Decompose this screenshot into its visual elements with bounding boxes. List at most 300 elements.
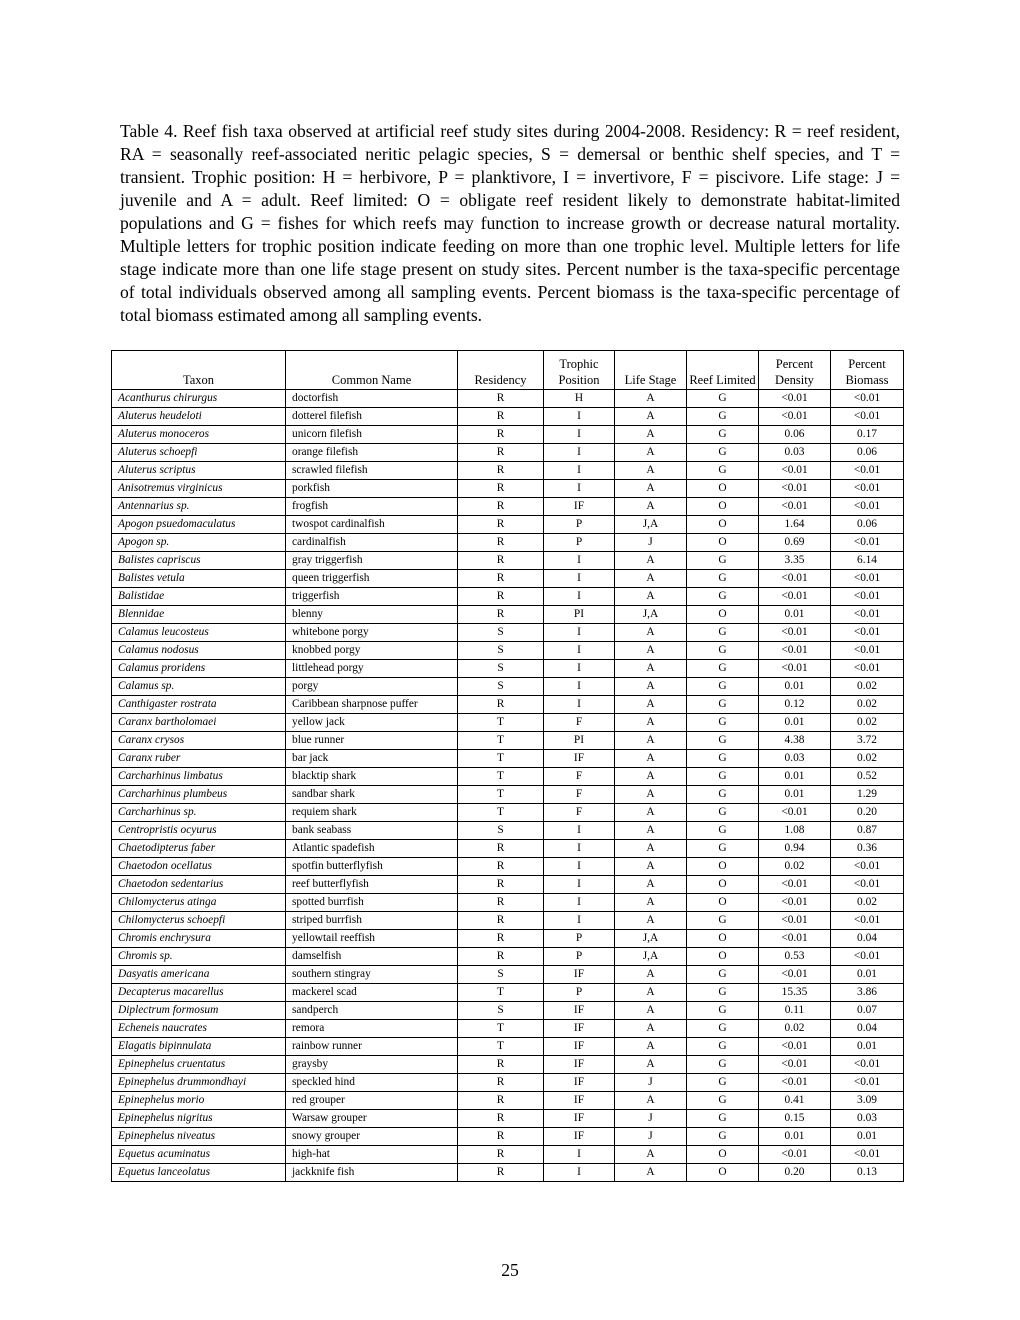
- percent-biomass-cell: 0.20: [831, 804, 904, 822]
- common-name-cell: porgy: [286, 678, 458, 696]
- reef-limited-cell: G: [687, 984, 759, 1002]
- life-stage-cell: A: [615, 858, 687, 876]
- common-name-cell: striped burrfish: [286, 912, 458, 930]
- trophic-position-cell: I: [544, 444, 615, 462]
- life-stage-cell: J,A: [615, 606, 687, 624]
- residency-cell: R: [458, 1110, 544, 1128]
- percent-biomass-cell: <0.01: [831, 642, 904, 660]
- table-row: [112, 1020, 904, 1038]
- column-header-percent-density: Percent Density: [759, 351, 831, 390]
- percent-biomass-cell: <0.01: [831, 1074, 904, 1092]
- percent-biomass-cell: <0.01: [831, 606, 904, 624]
- page-number: 25: [501, 1260, 519, 1280]
- common-name-cell: queen triggerfish: [286, 570, 458, 588]
- reef-limited-cell: G: [687, 1074, 759, 1092]
- percent-biomass-cell: 0.04: [831, 1020, 904, 1038]
- table-row: [112, 552, 904, 570]
- life-stage-cell: A: [615, 444, 687, 462]
- percent-biomass-cell: 6.14: [831, 552, 904, 570]
- residency-cell: R: [458, 876, 544, 894]
- trophic-position-cell: I: [544, 876, 615, 894]
- table-row: [112, 948, 904, 966]
- life-stage-cell: A: [615, 1002, 687, 1020]
- taxon-cell: Aluterus schoepfi: [112, 444, 286, 462]
- common-name-cell: unicorn filefish: [286, 426, 458, 444]
- taxon-cell: Equetus lanceolatus: [112, 1164, 286, 1182]
- taxon-cell: Balistes capriscus: [112, 552, 286, 570]
- table-row: [112, 984, 904, 1002]
- taxon-cell: Apogon psuedomaculatus: [112, 516, 286, 534]
- trophic-position-cell: IF: [544, 498, 615, 516]
- percent-biomass-cell: <0.01: [831, 858, 904, 876]
- common-name-cell: doctorfish: [286, 390, 458, 408]
- reef-limited-cell: G: [687, 570, 759, 588]
- taxon-cell: Elagatis bipinnulata: [112, 1038, 286, 1056]
- life-stage-cell: A: [615, 498, 687, 516]
- taxon-cell: Canthigaster rostrata: [112, 696, 286, 714]
- trophic-position-cell: I: [544, 642, 615, 660]
- table-row: [112, 858, 904, 876]
- percent-biomass-cell: 0.07: [831, 1002, 904, 1020]
- trophic-position-cell: F: [544, 768, 615, 786]
- table-row: [112, 876, 904, 894]
- common-name-cell: snowy grouper: [286, 1128, 458, 1146]
- reef-limited-cell: G: [687, 732, 759, 750]
- percent-density-cell: 0.01: [759, 786, 831, 804]
- percent-density-cell: <0.01: [759, 642, 831, 660]
- residency-cell: R: [458, 1128, 544, 1146]
- percent-biomass-cell: 0.01: [831, 1038, 904, 1056]
- taxon-cell: Aluterus scriptus: [112, 462, 286, 480]
- percent-density-cell: <0.01: [759, 588, 831, 606]
- taxon-cell: Chaetodipterus faber: [112, 840, 286, 858]
- common-name-cell: blacktip shark: [286, 768, 458, 786]
- taxon-cell: Epinephelus cruentatus: [112, 1056, 286, 1074]
- common-name-cell: yellow jack: [286, 714, 458, 732]
- trophic-position-cell: IF: [544, 1092, 615, 1110]
- life-stage-cell: J,A: [615, 930, 687, 948]
- percent-biomass-cell: 0.17: [831, 426, 904, 444]
- taxon-cell: Calamus proridens: [112, 660, 286, 678]
- taxon-cell: Balistes vetula: [112, 570, 286, 588]
- table-row: [112, 912, 904, 930]
- percent-biomass-cell: <0.01: [831, 480, 904, 498]
- trophic-position-cell: I: [544, 840, 615, 858]
- taxon-cell: Apogon sp.: [112, 534, 286, 552]
- reef-limited-cell: G: [687, 768, 759, 786]
- reef-limited-cell: G: [687, 696, 759, 714]
- taxon-cell: Epinephelus niveatus: [112, 1128, 286, 1146]
- column-header-trophic-position: Trophic Position: [544, 351, 615, 390]
- trophic-position-cell: I: [544, 696, 615, 714]
- life-stage-cell: J: [615, 1110, 687, 1128]
- percent-biomass-cell: <0.01: [831, 624, 904, 642]
- trophic-position-cell: I: [544, 912, 615, 930]
- taxon-cell: Carcharhinus sp.: [112, 804, 286, 822]
- percent-density-cell: 4.38: [759, 732, 831, 750]
- table-header-row: [112, 351, 904, 390]
- residency-cell: R: [458, 840, 544, 858]
- table-row: [112, 1038, 904, 1056]
- reef-limited-cell: G: [687, 966, 759, 984]
- residency-cell: S: [458, 678, 544, 696]
- column-header-taxon: Taxon: [112, 351, 286, 390]
- percent-density-cell: 0.03: [759, 750, 831, 768]
- table-row: [112, 570, 904, 588]
- percent-biomass-cell: <0.01: [831, 408, 904, 426]
- table-row: [112, 1056, 904, 1074]
- residency-cell: S: [458, 642, 544, 660]
- percent-biomass-cell: 0.02: [831, 750, 904, 768]
- percent-density-cell: 0.02: [759, 1020, 831, 1038]
- reef-limited-cell: G: [687, 714, 759, 732]
- reef-limited-cell: G: [687, 552, 759, 570]
- residency-cell: R: [458, 588, 544, 606]
- trophic-position-cell: I: [544, 660, 615, 678]
- residency-cell: S: [458, 822, 544, 840]
- life-stage-cell: A: [615, 804, 687, 822]
- taxon-cell: Carcharhinus limbatus: [112, 768, 286, 786]
- percent-biomass-cell: <0.01: [831, 876, 904, 894]
- percent-density-cell: 0.53: [759, 948, 831, 966]
- percent-density-cell: 0.12: [759, 696, 831, 714]
- percent-biomass-cell: <0.01: [831, 948, 904, 966]
- percent-density-cell: 15.35: [759, 984, 831, 1002]
- residency-cell: R: [458, 696, 544, 714]
- percent-biomass-cell: <0.01: [831, 912, 904, 930]
- trophic-position-cell: IF: [544, 1020, 615, 1038]
- life-stage-cell: A: [615, 984, 687, 1002]
- common-name-cell: remora: [286, 1020, 458, 1038]
- life-stage-cell: J: [615, 534, 687, 552]
- taxon-cell: Acanthurus chirurgus: [112, 390, 286, 408]
- percent-density-cell: <0.01: [759, 1056, 831, 1074]
- residency-cell: T: [458, 804, 544, 822]
- reef-limited-cell: G: [687, 822, 759, 840]
- percent-density-cell: 0.01: [759, 714, 831, 732]
- trophic-position-cell: P: [544, 534, 615, 552]
- trophic-position-cell: IF: [544, 1038, 615, 1056]
- percent-biomass-cell: <0.01: [831, 534, 904, 552]
- percent-biomass-cell: 0.02: [831, 894, 904, 912]
- life-stage-cell: A: [615, 1056, 687, 1074]
- common-name-cell: triggerfish: [286, 588, 458, 606]
- trophic-position-cell: I: [544, 462, 615, 480]
- reef-limited-cell: O: [687, 1164, 759, 1182]
- life-stage-cell: A: [615, 570, 687, 588]
- taxon-cell: Carcharhinus plumbeus: [112, 786, 286, 804]
- trophic-position-cell: I: [544, 552, 615, 570]
- life-stage-cell: A: [615, 750, 687, 768]
- reef-limited-cell: G: [687, 588, 759, 606]
- taxon-cell: Chromis sp.: [112, 948, 286, 966]
- percent-biomass-cell: 1.29: [831, 786, 904, 804]
- percent-density-cell: 0.20: [759, 1164, 831, 1182]
- table-row: [112, 480, 904, 498]
- common-name-cell: southern stingray: [286, 966, 458, 984]
- percent-biomass-cell: <0.01: [831, 1056, 904, 1074]
- table-row: [112, 444, 904, 462]
- common-name-cell: damselfish: [286, 948, 458, 966]
- life-stage-cell: A: [615, 1092, 687, 1110]
- residency-cell: R: [458, 552, 544, 570]
- taxon-cell: Calamus nodosus: [112, 642, 286, 660]
- life-stage-cell: A: [615, 624, 687, 642]
- common-name-cell: Warsaw grouper: [286, 1110, 458, 1128]
- trophic-position-cell: I: [544, 588, 615, 606]
- percent-density-cell: 0.01: [759, 1128, 831, 1146]
- percent-density-cell: <0.01: [759, 480, 831, 498]
- life-stage-cell: A: [615, 768, 687, 786]
- life-stage-cell: A: [615, 912, 687, 930]
- percent-density-cell: 0.06: [759, 426, 831, 444]
- common-name-cell: speckled hind: [286, 1074, 458, 1092]
- table-body: [112, 390, 904, 1182]
- residency-cell: R: [458, 462, 544, 480]
- percent-biomass-cell: 3.72: [831, 732, 904, 750]
- percent-density-cell: 1.08: [759, 822, 831, 840]
- taxon-cell: Epinephelus drummondhayi: [112, 1074, 286, 1092]
- reef-limited-cell: O: [687, 480, 759, 498]
- common-name-cell: Caribbean sharpnose puffer: [286, 696, 458, 714]
- residency-cell: R: [458, 948, 544, 966]
- life-stage-cell: A: [615, 732, 687, 750]
- percent-density-cell: <0.01: [759, 390, 831, 408]
- trophic-position-cell: IF: [544, 966, 615, 984]
- reef-limited-cell: O: [687, 948, 759, 966]
- percent-biomass-cell: 0.02: [831, 678, 904, 696]
- reef-limited-cell: G: [687, 462, 759, 480]
- life-stage-cell: A: [615, 390, 687, 408]
- trophic-position-cell: F: [544, 804, 615, 822]
- common-name-cell: spotfin butterflyfish: [286, 858, 458, 876]
- percent-density-cell: <0.01: [759, 570, 831, 588]
- life-stage-cell: A: [615, 678, 687, 696]
- common-name-cell: reef butterflyfish: [286, 876, 458, 894]
- taxon-cell: Epinephelus morio: [112, 1092, 286, 1110]
- residency-cell: T: [458, 768, 544, 786]
- residency-cell: T: [458, 714, 544, 732]
- trophic-position-cell: P: [544, 984, 615, 1002]
- table-row: [112, 516, 904, 534]
- percent-biomass-cell: 0.06: [831, 444, 904, 462]
- table-row: [112, 804, 904, 822]
- trophic-position-cell: IF: [544, 1074, 615, 1092]
- life-stage-cell: J,A: [615, 948, 687, 966]
- percent-density-cell: <0.01: [759, 876, 831, 894]
- common-name-cell: bar jack: [286, 750, 458, 768]
- common-name-cell: jackknife fish: [286, 1164, 458, 1182]
- common-name-cell: sandbar shark: [286, 786, 458, 804]
- percent-density-cell: <0.01: [759, 966, 831, 984]
- trophic-position-cell: P: [544, 516, 615, 534]
- reef-limited-cell: O: [687, 1146, 759, 1164]
- taxon-cell: Chaetodon sedentarius: [112, 876, 286, 894]
- residency-cell: R: [458, 390, 544, 408]
- life-stage-cell: A: [615, 462, 687, 480]
- percent-density-cell: <0.01: [759, 1038, 831, 1056]
- residency-cell: S: [458, 966, 544, 984]
- trophic-position-cell: I: [544, 1164, 615, 1182]
- table-row: [112, 750, 904, 768]
- reef-limited-cell: O: [687, 498, 759, 516]
- common-name-cell: yellowtail reeffish: [286, 930, 458, 948]
- reef-limited-cell: G: [687, 1002, 759, 1020]
- life-stage-cell: A: [615, 714, 687, 732]
- life-stage-cell: J: [615, 1128, 687, 1146]
- common-name-cell: whitebone porgy: [286, 624, 458, 642]
- table-row: [112, 894, 904, 912]
- common-name-cell: blenny: [286, 606, 458, 624]
- trophic-position-cell: IF: [544, 750, 615, 768]
- residency-cell: R: [458, 408, 544, 426]
- percent-density-cell: <0.01: [759, 912, 831, 930]
- taxon-cell: Diplectrum formosum: [112, 1002, 286, 1020]
- common-name-cell: spotted burrfish: [286, 894, 458, 912]
- common-name-cell: porkfish: [286, 480, 458, 498]
- table-row: [112, 606, 904, 624]
- table-row: [112, 768, 904, 786]
- reef-limited-cell: O: [687, 606, 759, 624]
- residency-cell: R: [458, 894, 544, 912]
- reef-limited-cell: G: [687, 1038, 759, 1056]
- life-stage-cell: J: [615, 1074, 687, 1092]
- percent-density-cell: 0.69: [759, 534, 831, 552]
- table-row: [112, 498, 904, 516]
- common-name-cell: gray triggerfish: [286, 552, 458, 570]
- common-name-cell: cardinalfish: [286, 534, 458, 552]
- life-stage-cell: A: [615, 642, 687, 660]
- table-row: [112, 822, 904, 840]
- life-stage-cell: A: [615, 876, 687, 894]
- table-row: [112, 966, 904, 984]
- common-name-cell: dotterel filefish: [286, 408, 458, 426]
- trophic-position-cell: PI: [544, 606, 615, 624]
- common-name-cell: frogfish: [286, 498, 458, 516]
- reef-limited-cell: G: [687, 786, 759, 804]
- percent-density-cell: 0.15: [759, 1110, 831, 1128]
- trophic-position-cell: I: [544, 858, 615, 876]
- percent-biomass-cell: <0.01: [831, 588, 904, 606]
- life-stage-cell: A: [615, 552, 687, 570]
- trophic-position-cell: I: [544, 480, 615, 498]
- taxon-cell: Echeneis naucrates: [112, 1020, 286, 1038]
- life-stage-cell: A: [615, 822, 687, 840]
- life-stage-cell: A: [615, 966, 687, 984]
- life-stage-cell: A: [615, 840, 687, 858]
- table-row: [112, 1002, 904, 1020]
- percent-biomass-cell: 3.09: [831, 1092, 904, 1110]
- percent-density-cell: 0.02: [759, 858, 831, 876]
- percent-biomass-cell: 0.02: [831, 714, 904, 732]
- table-row: [112, 1146, 904, 1164]
- percent-density-cell: <0.01: [759, 894, 831, 912]
- column-header-reef-limited: Reef Limited: [687, 351, 759, 390]
- residency-cell: S: [458, 624, 544, 642]
- residency-cell: R: [458, 516, 544, 534]
- life-stage-cell: A: [615, 408, 687, 426]
- taxon-cell: Caranx ruber: [112, 750, 286, 768]
- reef-limited-cell: G: [687, 804, 759, 822]
- reef-limited-cell: G: [687, 1128, 759, 1146]
- column-header-residency: Residency: [458, 351, 544, 390]
- percent-density-cell: <0.01: [759, 1074, 831, 1092]
- life-stage-cell: A: [615, 1146, 687, 1164]
- reef-limited-cell: G: [687, 408, 759, 426]
- common-name-cell: requiem shark: [286, 804, 458, 822]
- percent-biomass-cell: <0.01: [831, 1146, 904, 1164]
- taxon-cell: Anisotremus virginicus: [112, 480, 286, 498]
- trophic-position-cell: I: [544, 1146, 615, 1164]
- common-name-cell: sandperch: [286, 1002, 458, 1020]
- table-row: [112, 426, 904, 444]
- taxon-cell: Calamus leucosteus: [112, 624, 286, 642]
- percent-biomass-cell: <0.01: [831, 498, 904, 516]
- life-stage-cell: A: [615, 588, 687, 606]
- percent-biomass-cell: 3.86: [831, 984, 904, 1002]
- reef-limited-cell: G: [687, 1092, 759, 1110]
- common-name-cell: twospot cardinalfish: [286, 516, 458, 534]
- trophic-position-cell: IF: [544, 1002, 615, 1020]
- common-name-cell: Atlantic spadefish: [286, 840, 458, 858]
- percent-biomass-cell: 0.03: [831, 1110, 904, 1128]
- taxon-cell: Blennidae: [112, 606, 286, 624]
- table-row: [112, 1164, 904, 1182]
- reef-fish-table: [111, 350, 904, 1182]
- table-row: [112, 678, 904, 696]
- table-row: [112, 408, 904, 426]
- taxon-cell: Dasyatis americana: [112, 966, 286, 984]
- trophic-position-cell: I: [544, 426, 615, 444]
- percent-biomass-cell: 0.04: [831, 930, 904, 948]
- residency-cell: R: [458, 1092, 544, 1110]
- table-row: [112, 786, 904, 804]
- percent-biomass-cell: 0.01: [831, 1128, 904, 1146]
- common-name-cell: bank seabass: [286, 822, 458, 840]
- percent-density-cell: 0.01: [759, 678, 831, 696]
- percent-density-cell: <0.01: [759, 408, 831, 426]
- column-header-common-name: Common Name: [286, 351, 458, 390]
- table-row: [112, 1074, 904, 1092]
- common-name-cell: littlehead porgy: [286, 660, 458, 678]
- table-row: [112, 732, 904, 750]
- reef-limited-cell: O: [687, 876, 759, 894]
- residency-cell: R: [458, 858, 544, 876]
- percent-density-cell: 0.94: [759, 840, 831, 858]
- residency-cell: R: [458, 1074, 544, 1092]
- common-name-cell: high-hat: [286, 1146, 458, 1164]
- reef-limited-cell: G: [687, 642, 759, 660]
- table-row: [112, 462, 904, 480]
- residency-cell: R: [458, 480, 544, 498]
- taxon-cell: Decapterus macarellus: [112, 984, 286, 1002]
- taxon-cell: Centropristis ocyurus: [112, 822, 286, 840]
- life-stage-cell: A: [615, 1020, 687, 1038]
- percent-density-cell: 0.01: [759, 768, 831, 786]
- taxon-cell: Chromis enchrysura: [112, 930, 286, 948]
- taxon-cell: Chilomycterus schoepfi: [112, 912, 286, 930]
- life-stage-cell: A: [615, 696, 687, 714]
- table-row: [112, 624, 904, 642]
- table-row: [112, 696, 904, 714]
- life-stage-cell: A: [615, 894, 687, 912]
- trophic-position-cell: I: [544, 408, 615, 426]
- trophic-position-cell: PI: [544, 732, 615, 750]
- table-caption: Table 4. Reef fish taxa observed at artificial reef study sites during 2004-2008. Residency: R = reef resident, RA = seasonally reef-associated neritic pelagic species, S = demersal or benthic shelf species, and T = transient. Trophic position: H = herbivore, P = planktivore, I = invertivore, F = piscivore. Life stage: J = juvenile and A = adult. Reef limited: O = obligate reef resident likely to demonstrate habitat-limited populations and G = fishes for which reefs may function to increase growth or decrease natural mortality. Multiple letters for trophic position indicate feeding on more than one trophic level. Multiple letters for life stage indicate more than one life stage present on study sites. Percent number is the taxa-specific percentage of total individuals observed among all sampling events. Percent biomass is the taxa-specific percentage of total biomass estimated among all sampling events.: [120, 121, 900, 325]
- life-stage-cell: A: [615, 660, 687, 678]
- taxon-cell: Equetus acuminatus: [112, 1146, 286, 1164]
- percent-biomass-cell: 0.52: [831, 768, 904, 786]
